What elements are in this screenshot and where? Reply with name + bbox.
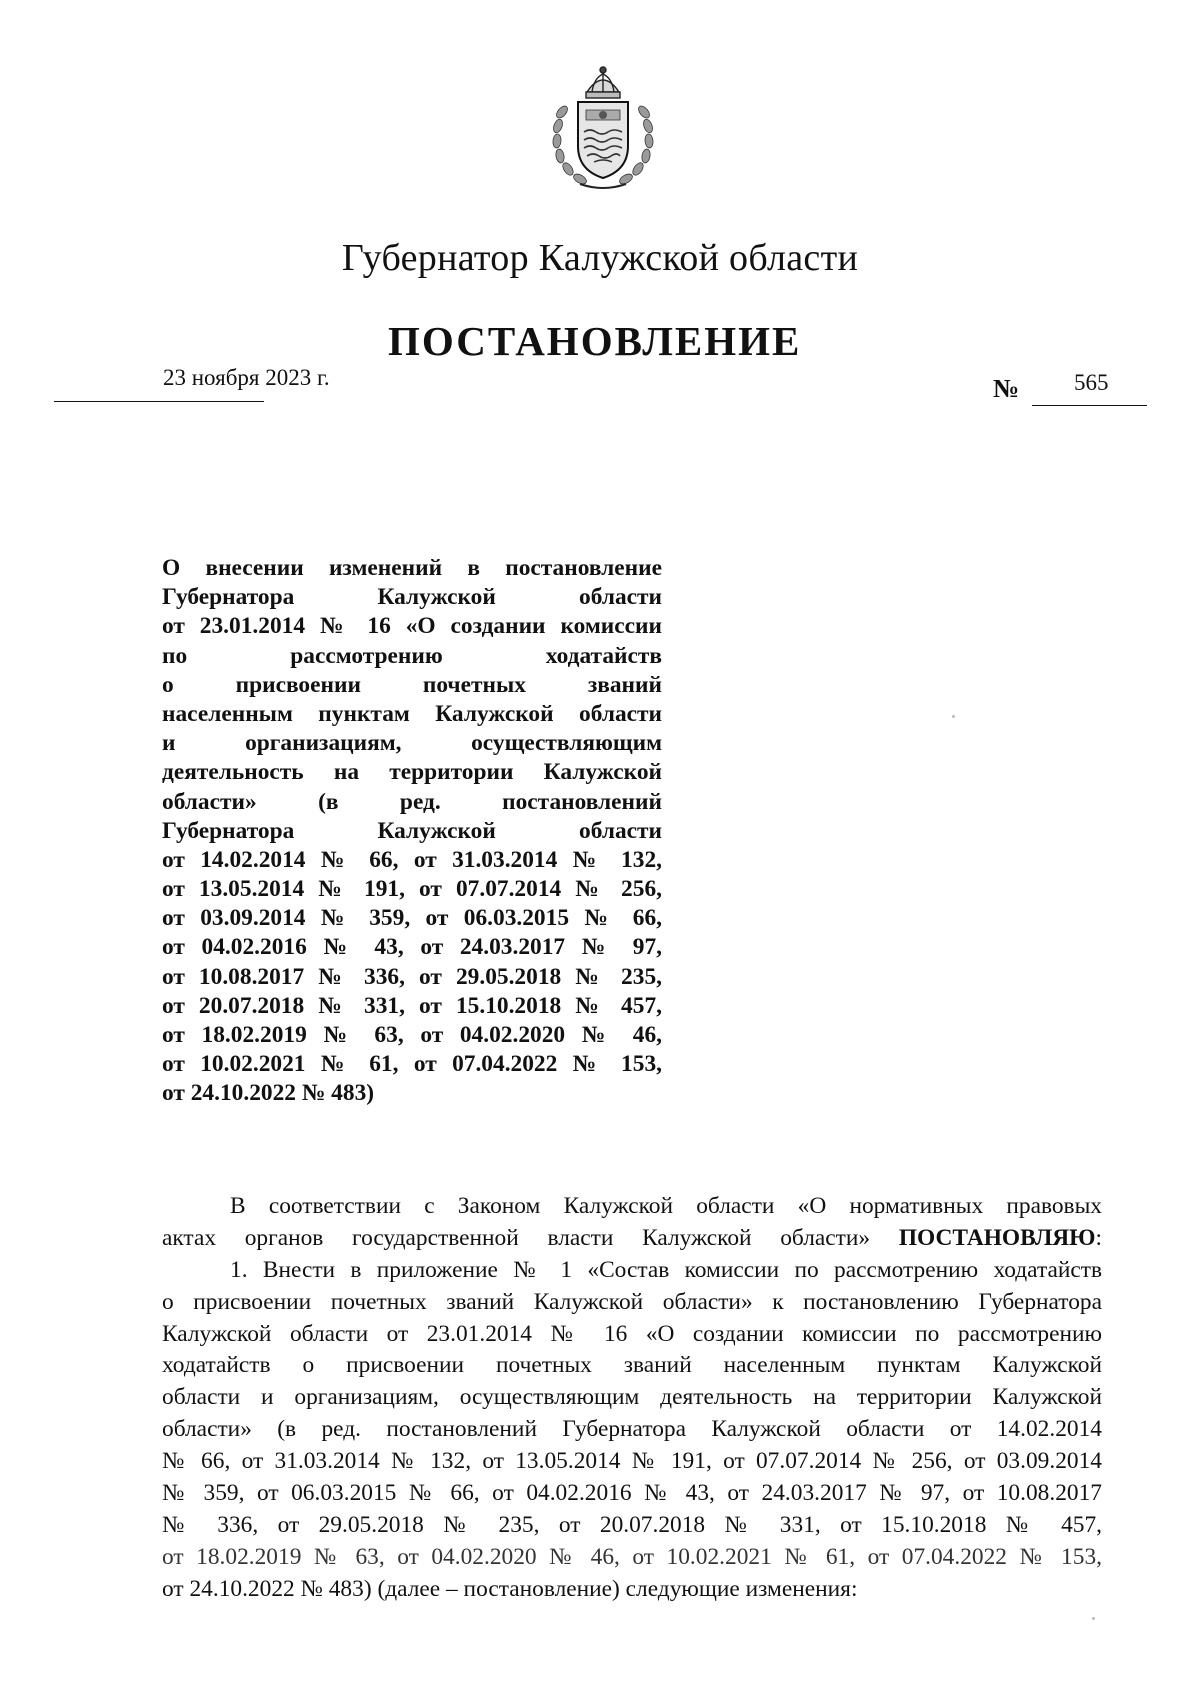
subject-line: по рассмотрению ходатайств <box>162 642 662 669</box>
body-line: от 18.02.2019 № 63, от 04.02.2020 № 46, от 10.02.2021 № 61, от 07.04.2022 № 153, <box>162 1543 1102 1570</box>
resolution-keyword: ПОСТАНОВЛЯЮ <box>898 1224 1096 1251</box>
subject-line: от 13.05.2014 № 191, от 07.07.2014 № 256, <box>162 876 662 903</box>
body-line <box>162 1223 1102 1255</box>
subject-line: от 20.07.2018 № 331, от 15.10.2018 № 457, <box>162 992 662 1019</box>
scan-speck <box>952 715 955 718</box>
subject-line: от 14.02.2014 № 66, от 31.03.2014 № 132, <box>162 846 662 873</box>
document-number: 565 <box>1074 370 1109 395</box>
body-line: № 66, от 31.03.2014 № 132, от 13.05.2014 № 191, от 07.07.2014 № 256, от 03.09.2014 <box>162 1448 1102 1475</box>
subject-line: области» (в ред. постановлений <box>162 788 662 815</box>
keyword-colon: : <box>1095 1224 1102 1251</box>
document-subject <box>162 554 662 1109</box>
date-underline <box>54 401 264 402</box>
scan-speck <box>1092 1617 1095 1620</box>
subject-line: от 04.02.2016 № 43, от 24.03.2017 № 97, <box>162 934 662 961</box>
body-line: № 336, от 29.05.2018 № 235, от 20.07.2018 № 331, от 15.10.2018 № 457, <box>162 1511 1102 1538</box>
subject-line: от 03.09.2014 № 359, от 06.03.2015 № 66, <box>162 905 662 932</box>
coat-of-arms-emblem <box>542 62 664 192</box>
subject-line: О внесении изменений в постановление <box>162 555 662 581</box>
issuing-authority-text: Губернатор Калужской области <box>341 237 859 279</box>
subject-line: от 24.10.2022 № 483) <box>162 1080 375 1107</box>
number-underline <box>1032 405 1147 406</box>
subject-line: от 23.01.2014 № 16 «О создании комиссии <box>162 613 662 640</box>
subject-line: населенным пунктам Калужской области <box>162 700 662 727</box>
document-number-label: № <box>993 374 1020 403</box>
subject-line: Губернатора Калужской области <box>162 584 662 611</box>
document-body <box>162 1191 1102 1606</box>
body-line: области и организациям, осуществляющим деятельность на территории Калужской <box>162 1384 1102 1411</box>
body-line: № 359, от 06.03.2015 № 66, от 04.02.2016 № 43, от 24.03.2017 № 97, от 10.08.2017 <box>162 1480 1102 1507</box>
subject-line: деятельность на территории Калужской <box>162 759 662 786</box>
issuing-authority <box>0 236 1200 280</box>
subject-line: от 18.02.2019 № 63, от 04.02.2020 № 46, <box>162 1022 662 1048</box>
body-line: от 24.10.2022 № 483) (далее – постановление) следующие изменения: <box>162 1575 858 1602</box>
subject-line: и организациям, осуществляющим <box>162 730 662 757</box>
body-line: 1. Внести в приложение № 1 «Состав комиссии по рассмотрению ходатайств <box>230 1256 1102 1283</box>
subject-line: от 10.02.2021 № 61, от 07.04.2022 № 153, <box>162 1051 662 1078</box>
body-line: о присвоении почетных званий Калужской области» к постановлению Губернатора <box>162 1288 1102 1315</box>
subject-line: о присвоении почетных званий <box>162 671 662 698</box>
body-line: области» (в ред. постановлений Губернатора Калужской области от 14.02.2014 <box>162 1416 1102 1443</box>
document-date: 23 ноября 2023 г. <box>163 365 330 390</box>
body-line: ходатайств о присвоении почетных званий населенным пунктам Калужской <box>162 1352 1102 1379</box>
subject-line: от 10.08.2017 № 336, от 29.05.2018 № 235, <box>162 963 662 990</box>
body-line: В соответствии с Законом Калужской области «О нормативных правовых <box>230 1193 1102 1219</box>
body-line: Калужской области от 23.01.2014 № 16 «О создании комиссии по рассмотрению <box>162 1320 1102 1347</box>
body-line-text: актах органов государственной власти Калужской области» <box>162 1224 871 1251</box>
subject-line: Губернатора Калужской области <box>162 817 662 844</box>
document-type-title: ПОСТАНОВЛЕНИЕ <box>388 318 802 364</box>
